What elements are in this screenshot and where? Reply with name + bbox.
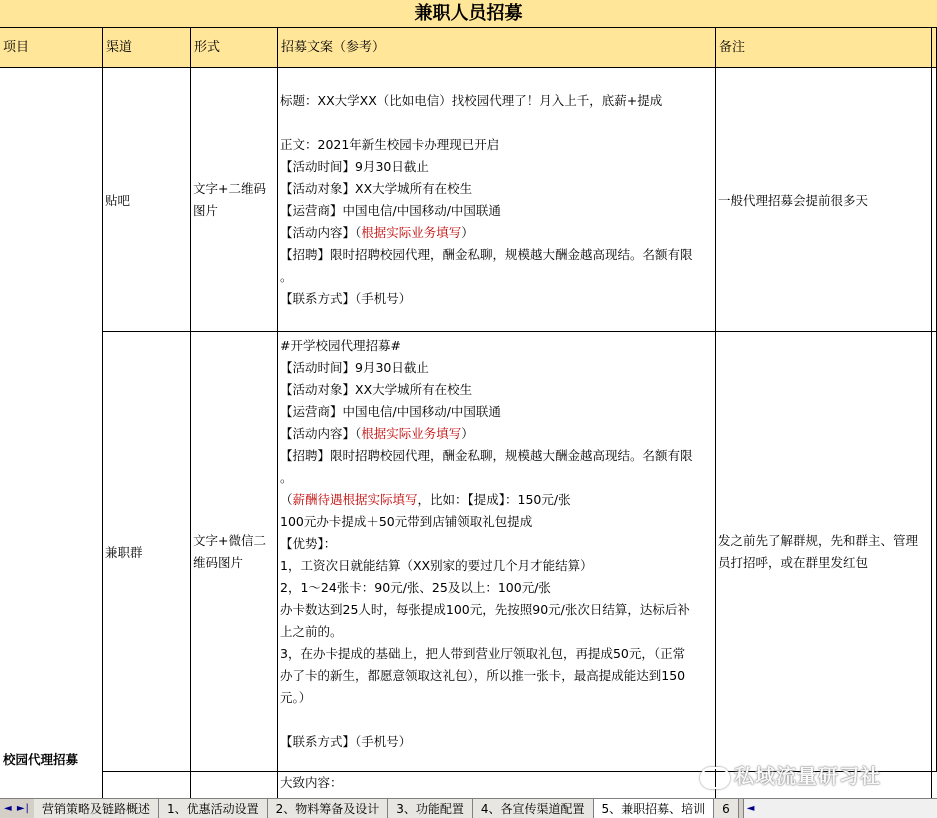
copy-text: 【活动内容】（: [280, 225, 362, 240]
copy-text: 大致内容：: [280, 775, 343, 790]
copy-line: [280, 555, 713, 577]
copy-lines: [280, 772, 713, 794]
copy-line: [280, 222, 713, 244]
copy-text: 办卡数达到25人时，每张提成100元，先按照90元/张次日结算，达标后补: [280, 602, 690, 617]
copy-text: 【运营商】中国电信/中国移动/中国联通: [280, 404, 501, 419]
note-text: 发之前先了解群规，先和群主、管理员打招呼，或在群里发红包: [718, 532, 919, 570]
sheet-tab[interactable]: 6: [714, 799, 739, 818]
copy-text: 正文：2021年新生校园卡办理现已开启: [280, 137, 500, 152]
horizontal-scrollbar[interactable]: ◄: [743, 799, 937, 818]
channel-cell-tieba[interactable]: 贴吧: [103, 68, 191, 332]
copy-line: [280, 288, 713, 310]
wechat-icon: [700, 767, 730, 789]
copy-line: [280, 134, 713, 156]
copy-line: [280, 731, 713, 753]
copy-text: ）: [461, 426, 474, 441]
copy-text: 【优势】：: [280, 536, 337, 551]
copy-text: 【运营商】中国电信/中国移动/中国联通: [280, 203, 501, 218]
copy-text: 元。）: [280, 690, 312, 705]
copy-text: 【活动对象】XX大学城所有在校生: [280, 181, 473, 196]
copy-cell-row3[interactable]: [278, 772, 716, 798]
header-channel[interactable]: 渠道: [103, 28, 191, 68]
copy-lines: [280, 335, 713, 753]
header-copy[interactable]: 招募文案（参考）: [278, 28, 716, 68]
copy-line: [280, 709, 713, 731]
copy-line: [280, 533, 713, 555]
sheet-tab[interactable]: 4、各宣传渠道配置: [473, 799, 594, 818]
form-text: 文字+微信二维码图片: [193, 532, 266, 570]
copy-text: 。: [280, 269, 293, 284]
sheet-tab[interactable]: 1、优惠活动设置: [159, 799, 268, 818]
copy-text: 【联系方式】（手机号）: [280, 734, 412, 749]
copy-line: [280, 244, 713, 266]
extra-cell: [932, 68, 937, 332]
copy-text: 2，1～24张卡：90元/张、25及以上：100元/张: [280, 580, 551, 595]
tab-nav-arrows-icon[interactable]: ◄ ►|: [4, 803, 30, 814]
copy-line: [280, 467, 713, 489]
copy-text: 3，在办卡提成的基础上，把人带到营业厅领取礼包，再提成50元，（正常: [280, 646, 686, 661]
sheet-title: 兼职人员招募: [0, 0, 937, 28]
copy-lines: [280, 90, 713, 310]
copy-cell-tieba[interactable]: [278, 68, 716, 332]
copy-line: [280, 266, 713, 288]
channel-cell-group[interactable]: 兼职群: [103, 332, 191, 772]
project-label: 校园代理招募: [3, 752, 79, 767]
copy-text: 【联系方式】（手机号）: [280, 291, 412, 306]
copy-highlight: 根据实际业务填写: [361, 426, 462, 441]
copy-text: ）: [461, 225, 474, 240]
copy-text: 【招聘】限时招聘校园代理，酬金私聊，规模越大酬金越高现结。名额有限: [280, 448, 693, 463]
copy-line: [280, 445, 713, 467]
copy-text: 1，工资次日就能结算（XX别家的要过几个月才能结算）: [280, 558, 593, 573]
note-cell-tieba[interactable]: 一般代理招募会提前很多天: [716, 68, 932, 332]
copy-line: [280, 156, 713, 178]
project-cell[interactable]: [0, 68, 103, 798]
tab-list: [34, 799, 739, 818]
sheet-tab[interactable]: 营销策略及链路概述: [34, 799, 159, 818]
copy-text: #开学校园代理招募#: [280, 338, 401, 353]
copy-text: 。: [280, 470, 293, 485]
header-extra-col: [932, 28, 937, 68]
sheet-tab-bar: [0, 798, 937, 818]
copy-text: ，比如：【提成】：150元/张: [417, 492, 571, 507]
copy-line: [280, 200, 713, 222]
header-project[interactable]: 项目: [0, 28, 103, 68]
copy-line: [280, 357, 713, 379]
header-form[interactable]: 形式: [191, 28, 278, 68]
header-notes[interactable]: 备注: [716, 28, 932, 68]
copy-line: [280, 489, 713, 511]
copy-text: 办了卡的新生，都愿意领取这礼包），所以推一张卡，最高提成能达到150: [280, 668, 686, 683]
copy-line: [280, 90, 713, 112]
copy-line: [280, 423, 713, 445]
copy-line: [280, 665, 713, 687]
form-cell-group[interactable]: [191, 332, 278, 772]
copy-line: [280, 687, 713, 709]
sheet-tab[interactable]: 5、兼职招募、培训: [594, 799, 715, 818]
copy-line: [280, 178, 713, 200]
copy-line: [280, 577, 713, 599]
watermark: [700, 760, 881, 789]
copy-text: 【活动时间】9月30日截止: [280, 360, 429, 375]
copy-text: 标题：XX大学XX（比如电信）找校园代理了！月入上千，底薪+提成: [280, 93, 663, 108]
copy-highlight: 薪酬待遇根据实际填写: [292, 492, 418, 507]
copy-text: 【活动对象】XX大学城所有在校生: [280, 382, 473, 397]
copy-line: [280, 335, 713, 357]
extra-cell: [932, 332, 937, 772]
copy-line: [280, 621, 713, 643]
copy-line: [280, 379, 713, 401]
copy-text: 【活动内容】（: [280, 426, 362, 441]
copy-line: [280, 112, 713, 134]
copy-line: [280, 643, 713, 665]
copy-text: 上之前的。: [280, 624, 343, 639]
copy-line: [280, 772, 713, 794]
copy-line: [280, 401, 713, 423]
watermark-text: 私域流量研习社: [734, 764, 881, 788]
form-cell-row3[interactable]: [191, 772, 278, 798]
sheet-tab[interactable]: 2、物料筹备及设计: [268, 799, 389, 818]
copy-line: [280, 599, 713, 621]
note-cell-group[interactable]: [716, 332, 932, 772]
form-text: 文字+二维码图片: [193, 180, 266, 218]
copy-text: （: [280, 492, 293, 507]
copy-line: [280, 511, 713, 533]
form-cell-tieba[interactable]: [191, 68, 278, 332]
channel-cell-row3[interactable]: [103, 772, 191, 798]
copy-highlight: 根据实际业务填写: [361, 225, 462, 240]
copy-text: 100元办卡提成＋50元带到店铺领取礼包提成: [280, 514, 533, 529]
copy-text: 【招聘】限时招聘校园代理，酬金私聊，规模越大酬金越高现结。名额有限: [280, 247, 693, 262]
sheet-tab[interactable]: 3、功能配置: [388, 799, 473, 818]
copy-text: 【活动时间】9月30日截止: [280, 159, 429, 174]
copy-cell-group[interactable]: [278, 332, 716, 772]
